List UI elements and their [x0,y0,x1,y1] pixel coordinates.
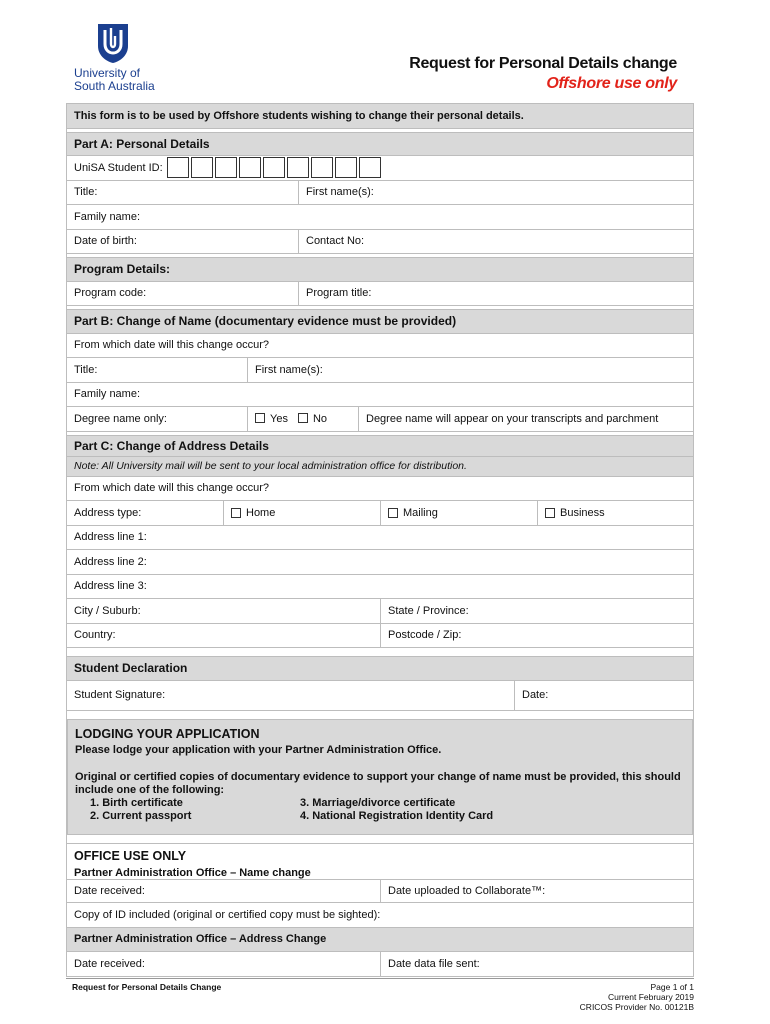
contact-label: Contact No: [306,235,365,248]
footer-form-name: Request for Personal Details Change [72,982,222,992]
lodging-panel [67,719,693,835]
signature-label: Student Signature: [74,689,166,701]
city-field[interactable] [67,599,380,623]
doc-item: 1. Birth certificate [90,796,183,809]
spacer [67,835,693,843]
student-id-digit-box[interactable] [239,157,261,178]
doc-item: 4. National Registration Identity Card [300,809,494,822]
title-block [409,55,677,93]
address-type-label: Address type: [74,506,142,519]
address-line-3-field[interactable] [67,575,693,599]
office-data-file-sent-label: Date data file sent: [388,957,480,970]
home-option[interactable] [223,501,380,525]
office-data-file-sent-field[interactable] [380,952,693,976]
part-a-dob-row [67,230,693,255]
part-b-title-label: Title: [74,363,98,376]
home-checkbox[interactable] [231,508,241,518]
program-header [67,257,693,282]
office-address-change-header [67,928,693,953]
office-copy-id-row [67,903,693,928]
state-field[interactable] [380,599,693,623]
address-type-label-cell [67,501,223,525]
address-line-1-label: Address line 1: [74,531,147,544]
part-a-first-names-label: First name(s): [306,186,374,199]
student-id-digit-box[interactable] [167,157,189,178]
part-a-heading: Part A: Personal Details [74,136,210,151]
city-state-row [67,599,693,624]
contact-field[interactable] [298,230,693,254]
part-b-header [67,309,693,334]
mailing-checkbox[interactable] [388,508,398,518]
address-line-1-row [67,526,693,551]
dob-label: Date of birth: [74,235,137,248]
logo-line-1: University of [74,66,141,80]
address-type-row [67,501,693,526]
doc-item: 2. Current passport [90,809,192,822]
document-list [75,797,685,823]
office-copy-id-field[interactable] [67,903,693,927]
office-address-change-row [67,952,693,977]
part-a-first-names-field[interactable] [298,181,693,205]
spacer [67,648,693,656]
business-label: Business [560,506,605,519]
declaration-header [67,656,693,681]
student-id-digit-box[interactable] [287,157,309,178]
declaration-heading: Student Declaration [74,661,188,676]
student-id-digit-box[interactable] [311,157,333,178]
degree-name-label-cell [67,407,247,431]
degree-no-option[interactable] [298,413,327,425]
part-a-name-row [67,181,693,206]
mailing-label: Mailing [403,506,438,519]
part-b-date-row [67,334,693,359]
program-code-label: Program code: [74,287,147,300]
part-b-family-name-label: Family name: [74,388,141,401]
degree-note: Degree name will appear on your transcripts and parchment [366,412,659,425]
part-b-family-name-field[interactable] [67,383,693,407]
address-line-2-field[interactable] [67,550,693,574]
part-a-title-label: Title: [74,186,98,199]
part-b-heading: Part B: Change of Name (documentary evidence must be provided) [74,314,457,329]
personal-details-form [66,103,694,977]
degree-name-label: Degree name only: [74,412,167,425]
yes-label: Yes [270,412,288,425]
degree-note-cell [358,407,693,431]
logo-line-2: South Australia [74,79,155,93]
office-address-change-heading: Partner Administration Office – Address Change [74,933,327,946]
office-use-header [67,843,693,879]
address-line-3-row [67,575,693,600]
part-a-title-field[interactable] [67,181,298,205]
dob-field[interactable] [67,230,298,254]
office-name-change-row [67,879,693,904]
university-crest-icon [96,22,130,64]
part-c-note-row [67,457,693,477]
address-line-2-label: Address line 2: [74,555,147,568]
lodging-line-1: Please lodge your application with your Partner Administration Office. [75,743,442,756]
home-label: Home [246,506,276,519]
part-b-date-label: From which date will this change occur? [74,339,270,352]
lodging-heading: LODGING YOUR APPLICATION [75,726,260,741]
intro-text: This form is to be used by Offshore students wishing to change their personal details. [74,109,524,122]
state-label: State / Province: [388,604,469,617]
part-c-date-label: From which date will this change occur? [74,482,270,495]
part-b-first-names-label: First name(s): [255,363,323,376]
lodging-line-2: Original or certified copies of documentary evidence to support your change of name must be provided, this should include one of the following: [75,770,681,796]
student-id-digit-box[interactable] [359,157,381,178]
degree-name-row [67,407,693,432]
office-date-received-field[interactable] [67,880,380,903]
country-field[interactable] [67,624,380,648]
part-c-note: Note: All University mail will be sent to your local administration office for distribution. [74,460,467,472]
page-footer [66,978,694,1012]
student-id-digit-box[interactable] [335,157,357,178]
footer-page-number: Page 1 of 1 [650,982,694,992]
logo-text [74,67,174,93]
degree-name-options [247,407,358,431]
student-id-digit-box[interactable] [215,157,237,178]
address-line-2-row [67,550,693,575]
office-date-received-2-label: Date received: [74,957,145,970]
postcode-label: Postcode / Zip: [388,629,462,642]
office-date-uploaded-label: Date uploaded to Collaborate™: [388,884,546,897]
city-label: City / Suburb: [74,604,141,617]
signature-row [67,681,693,711]
no-checkbox[interactable] [298,413,308,423]
office-name-change-subheading: Partner Administration Office – Name change [74,866,311,879]
office-date-uploaded-field[interactable] [380,880,693,903]
part-b-family-row [67,383,693,408]
part-a-family-name-label: Family name: [74,210,141,223]
part-b-name-row [67,358,693,383]
part-c-heading: Part C: Change of Address Details [74,438,269,453]
postcode-field[interactable] [380,624,693,648]
declaration-date-field[interactable] [514,681,693,710]
no-label: No [312,412,328,425]
program-title-field[interactable] [298,282,693,306]
student-id-digit-box[interactable] [191,157,213,178]
page-title: Request for Personal Details change [409,55,677,72]
address-line-1-field[interactable] [67,526,693,550]
part-c-header [67,435,693,457]
part-a-header [67,132,693,157]
part-c-date-row [67,477,693,502]
part-b-first-names-field[interactable] [247,358,693,382]
part-c-date-field[interactable] [67,477,693,501]
degree-yes-option[interactable] [255,413,288,425]
footer-meta [580,982,694,1012]
student-id-field[interactable] [67,156,383,180]
student-id-digit-box[interactable] [263,157,285,178]
part-a-family-row [67,205,693,230]
address-line-3-label: Address line 3: [74,580,147,593]
office-date-received-label: Date received: [74,884,145,897]
program-title-label: Program title: [306,287,372,300]
signature-field[interactable] [67,681,514,710]
mailing-option[interactable] [380,501,537,525]
country-postcode-row [67,624,693,649]
student-id-row [67,156,693,181]
declaration-date-label: Date: [522,689,549,701]
footer-current-date: Current February 2019 [608,992,694,1002]
yes-checkbox[interactable] [255,413,265,423]
intro-row [67,104,693,129]
business-checkbox[interactable] [545,508,555,518]
office-use-heading: OFFICE USE ONLY [74,848,187,863]
page-subtitle: Offshore use only [546,75,677,92]
part-b-date-field[interactable] [67,334,693,358]
spacer [67,711,693,719]
part-a-family-name-field[interactable] [67,205,693,229]
office-copy-id-label: Copy of ID included (original or certified copy must be sighted): [74,908,381,921]
program-row [67,282,693,307]
student-id-boxes [167,157,383,178]
program-code-field[interactable] [67,282,298,306]
student-id-label: UniSA Student ID: [74,161,163,174]
part-b-title-field[interactable] [67,358,247,382]
program-heading: Program Details: [74,262,171,277]
footer-cricos: CRICOS Provider No. 00121B [579,1002,694,1012]
country-label: Country: [74,629,116,642]
business-option[interactable] [537,501,693,525]
office-date-received-2-field[interactable] [67,952,380,976]
doc-item: 3. Marriage/divorce certificate [300,796,456,809]
